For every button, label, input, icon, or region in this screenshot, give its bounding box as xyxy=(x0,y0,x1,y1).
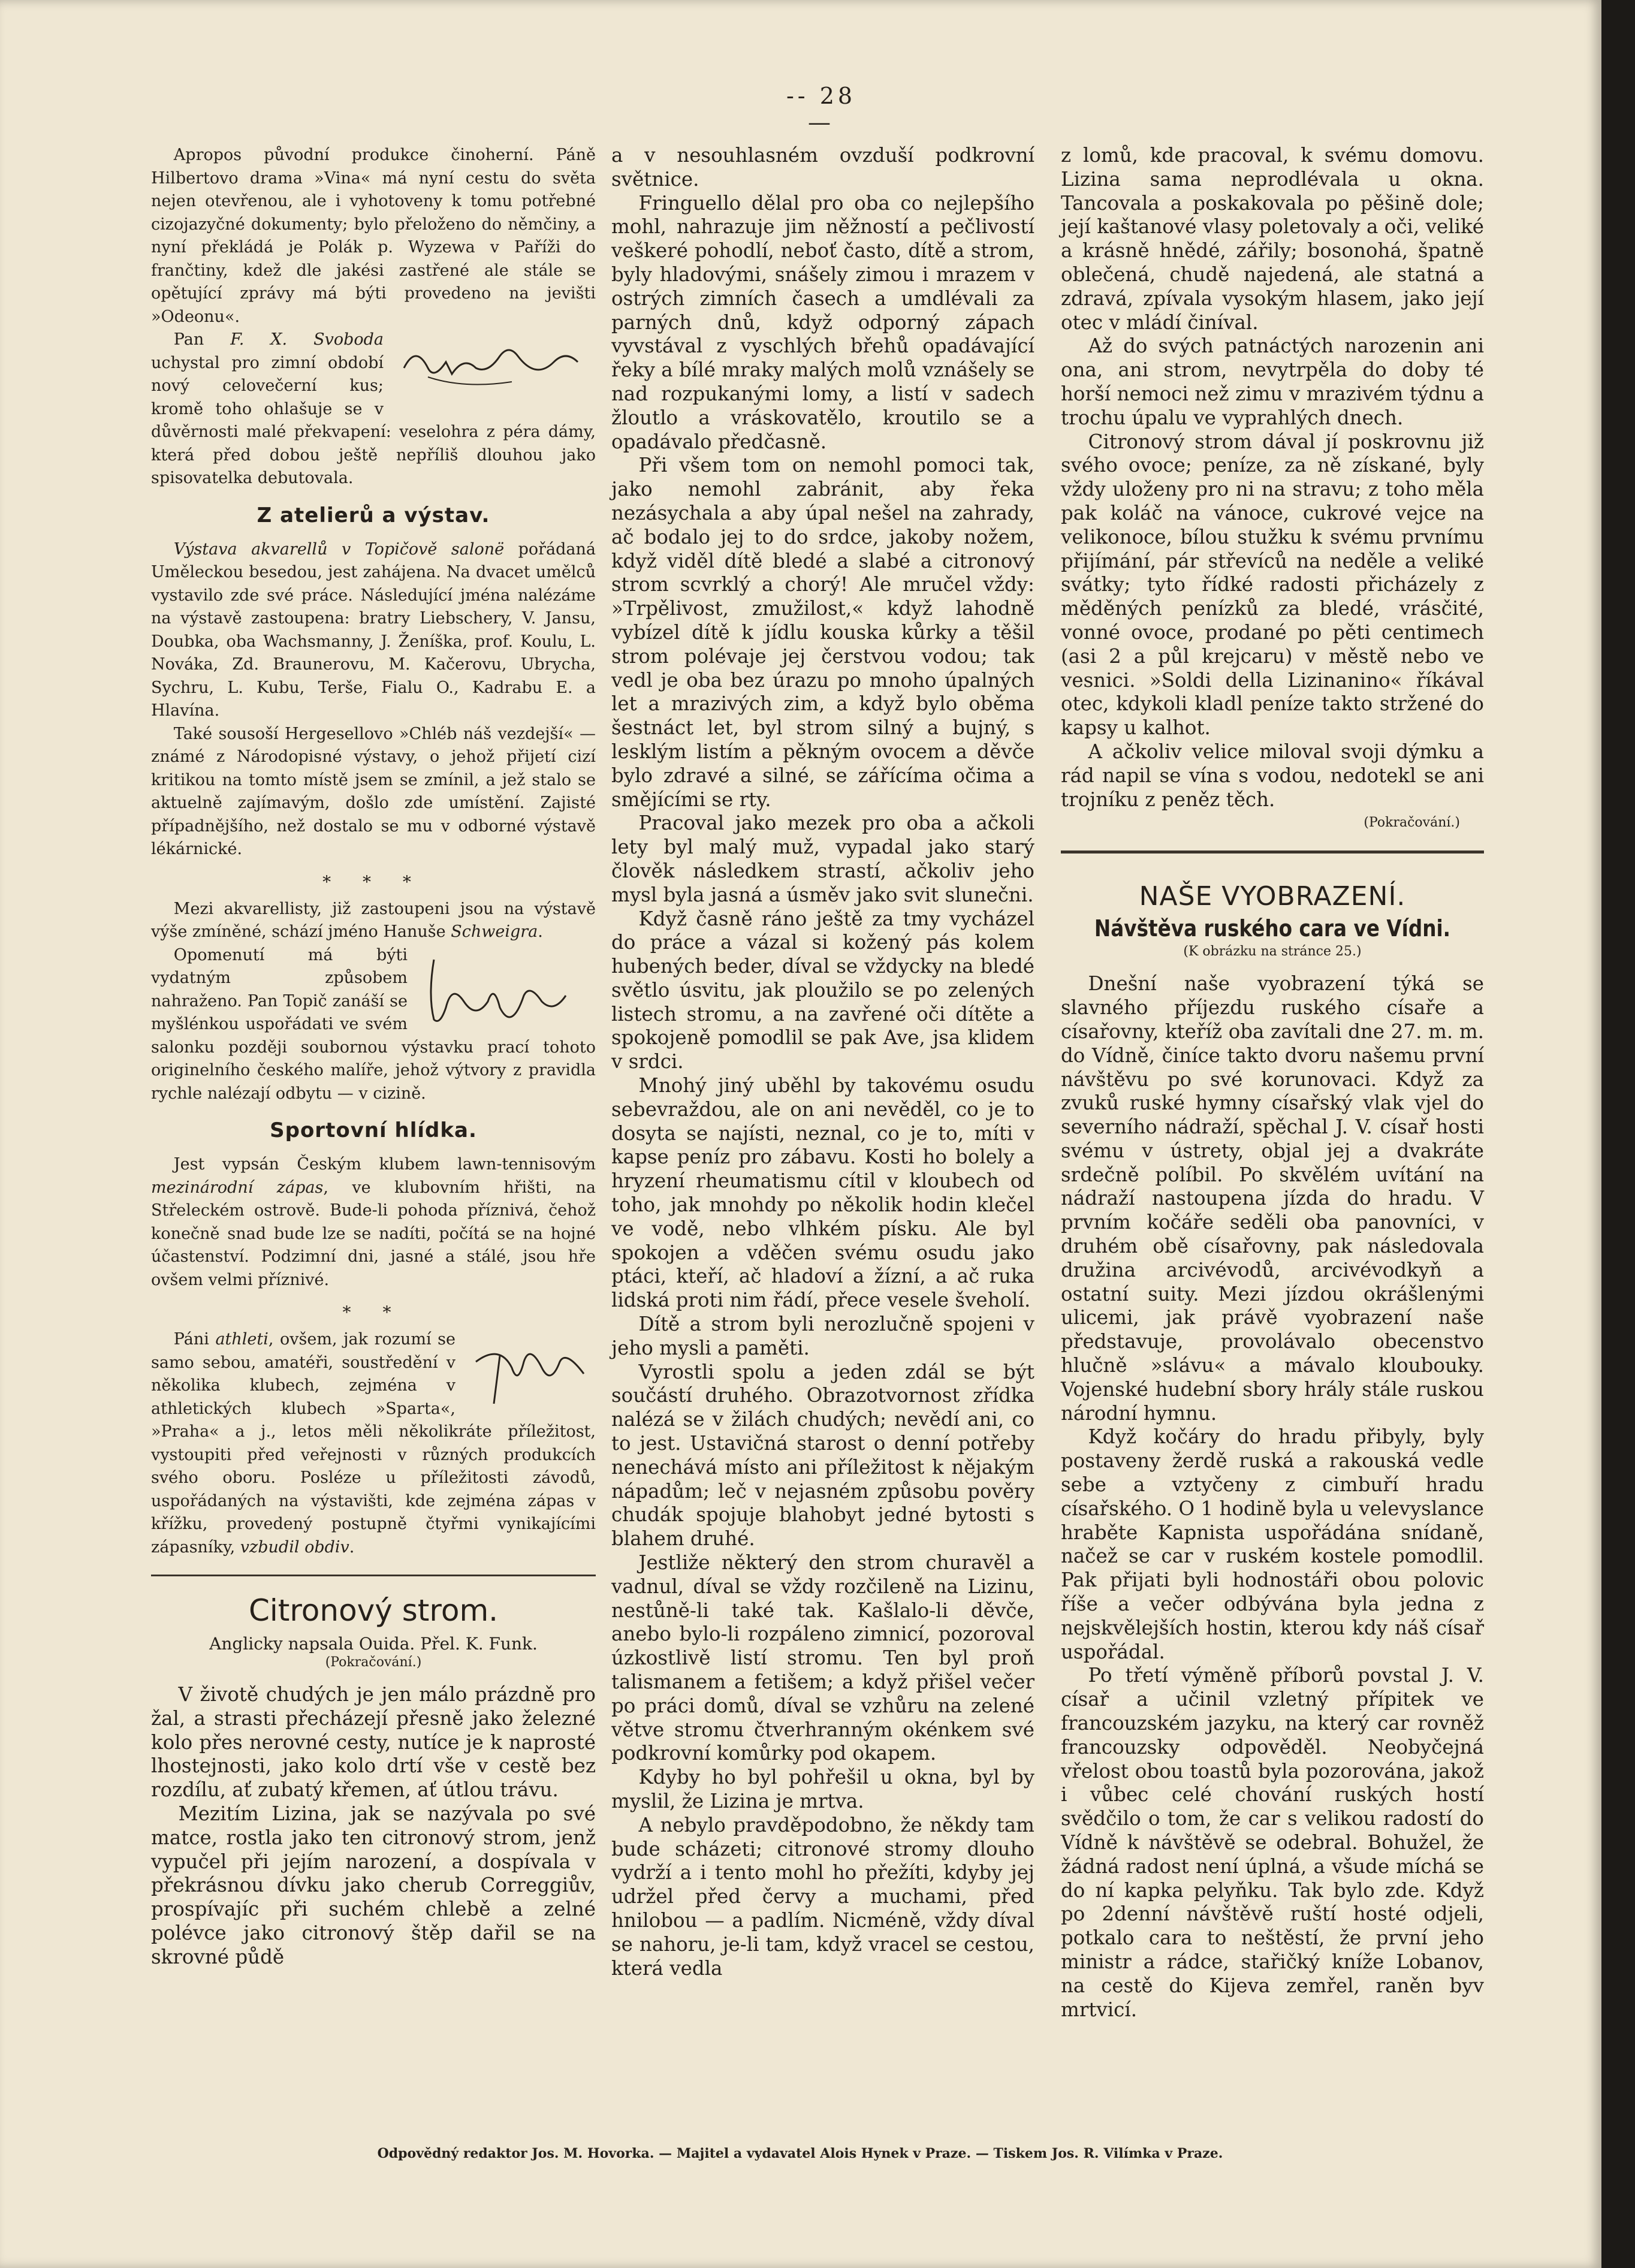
imprint-footer: Odpovědný redaktor Jos. M. Hovorka. — Majitel a vydavatel Alois Hynek v Praze. — Tiskem Jos. R. Vilímka v Praze. xyxy=(377,2146,1223,2161)
paragraph: Apropos původní produkce činoherní. Páně Hilbertovo drama »Vina« má nyní cestu do světa nejen otevřenou, ale i vyhotoveny k tomu potřebné cizojazyčné dokumenty; bylo přeloženo do němčiny, a nyní překládá je Polák p. Wyzewa v Paříži do frančtiny, kdež dle jakési zastřené ale stále se opětující zprávy má býti provedeno na jevišti »Odeonu«. xyxy=(151,146,596,326)
paragraph: Při všem tom on nemohl pomoci tak, jako nemohl zabránit, aby řeka nezásychala a aby úpal nešel na zahrady, ač bodalo jej to do srdce, jakoby nožem, když viděl dítě bledé a slabé a citronový strom scvrklý a chorý! Ale mručel vždy: »Trpělivost, zmužilost,« když lahodně vybízel dítě k jídlu kouska kůrky a těšil strom polévaje jej čerstvou vodou; tak vedl je oba bez úrazu po mnoho úpalných let a mrazivých zim, a když bylo oběma šestnáct let, byl strom silný a bujný, s lesklým listím a pěkným ovocem a děvče bylo zdravé a silné, se zářícíma očima a smějícími se rty. xyxy=(611,454,1034,811)
paragraph: a v nesouhlasném ovzduší podkrovní světnice. xyxy=(611,144,1034,191)
continued-label: (Pokračování.) xyxy=(1363,815,1460,831)
signature-hrnecek xyxy=(464,1332,596,1410)
paragraph: Citronový strom dával jí poskrovnu již svého ovoce; peníze, za ně získané, byly vždy uloženy pro ni na stravu; z toho měla pak koláč na vánoce, cukrové vejce na velikonoce, bílou stužku k svému prvnímu přijímání, pár střevíců na neděle a veliké svátky; tyto řídké radosti přicházely z měděných penízků za bledé, vrásčité, vonné ovoce, prodané po pěti centimech (asi 2 a půl krejcaru) v městě nebo ve vesnici. »Soldi della Lizinanino« říkával otec, kdykoli kladl peníze takto stržené do kapsy u kalhot. xyxy=(1061,430,1484,740)
paragraph: Fringuello dělal pro oba co nejlepšího mohl, nahrazuje jim něžností a pečlivostí veškeré pohodlí, neboť často, dítě a strom, byly hladovými, snášely zimou i mrazem v ostrých zimních časech a umdlévali za parných dnů, když odporný zápach vyvstával z vyschlých břehů opadávající řeky a bílé mraky malých molů vznášely se nad rozpukanými lomy, a listí v sadech žloutlo a vráskovatělo, kroutilo se a opadávalo předčasně. xyxy=(611,191,1034,453)
column-middle xyxy=(611,144,1034,1980)
continued-label: (Pokračování.) xyxy=(325,1655,422,1670)
paragraph: Výstava akvarellů v Topičově salonë pořádaná Uměleckou besedou, jest zahájena. Na dvacet umělců vystavilo zde své práce. Následující jména nalézáme na výstavě zastoupena: bratry Liebschery, V. Jansu, Doubka, oba Wachsmanny, J. Ženíška, prof. Koulu, L. Nováka, Zd. Braunerovu, M. Kačerovu, Ubrycha, Sychru, L. Kubu, Terše, Fialu O., Kadrabu E. a Hlavína. xyxy=(151,539,596,720)
paragraph: Pan F. X. Svoboda uchystal pro zimní období nový celovečerní kus; kromě toho ohlašuje se v důvěrnosti malé překvapení: veselohra z péra dámy, která před dobou ještě nepříliš dlouhou jako spisovatelka debutovala. xyxy=(151,330,596,487)
paragraph: Pracoval jako mezek pro oba a ačkoli lety byl malý muž, vypadal jako starý člověk následkem strastí, ačkoliv jeho mysl byla jasná a úsměv jako svit slunečni. xyxy=(611,812,1034,906)
paragraph: Až do svých patnáctých narozenin ani ona, ani strom, nevytrpěla do doby té horší nemoci než zimu v mrazivém týdnu a trochu úpalu ve vyprahlých dnech. xyxy=(1061,334,1484,429)
paragraph: Mezitím Lizina, jak se nazývala po své matce, rostla jako ten citronový strom, jenž vypučel při jejím narození, a dospívala v překrásnou dívku jako cherub Correggiův, prospívajíc při suchém chlebě a zelné polévce jako citronový štěp dařil se na skrovné půdě xyxy=(151,1802,596,1968)
divider xyxy=(151,1575,596,1576)
paragraph: Jest vypsán Českým klubem lawn-tennisovým mezinárodní zápas, ve klubovním hřišti, na Střeleckém ostrově. Bude-li pohoda příznivá, čehož konečně snad bude lze se nadíti, počítá se na hojné účastenství. Podzimní dni, jasné a stálé, jsou hře ovšem velmi příznivé. xyxy=(151,1155,596,1289)
paragraph: Také sousoší Hergesellovo »Chléb náš vezdejší« — známé z Národopisné výstavy, o jehož přijetí cizí kritikou na tomto místě jsem se zmínil, a jež stalo se aktuelně zajímavým, došlo zde umístění. Zajisté případnějšího, než dostalo se mu v odborné výstavě lékárnické. xyxy=(151,724,596,858)
paragraph: A ačkoliv velice miloval svoji dýmku a rád napil se vína s vodou, nedotekl se ani trojníku z peněz těch. xyxy=(1061,740,1484,811)
article-title: Návštěva ruského cara ve Vídni. xyxy=(1094,915,1451,942)
paragraph: Jestliže některý den strom churavěl a vadnul, díval se vždy rozčileně na Lizinu, nestůně-li také tak. Kašlalo-li děvče, anebo bylo-li rozpáleno zimnicí, pozoroval úzkostlivě listí stromu. Ten byl proň talismanem a fetišem; a když přišel večer po práci domů, díval se vzhůru na zelené větve stromu čtverhranným okénkem své podkrovní komůrky pod okapem. xyxy=(611,1551,1034,1765)
paragraph: Dítě a strom byli nerozlučně spojeni v jeho mysli a paměti. xyxy=(611,1313,1034,1359)
page-number: -- 28 — xyxy=(786,83,856,135)
section-title-nase-vyobrazeni: NAŠE VYOBRAZENÍ. xyxy=(1139,881,1406,912)
paragraph: A nebylo pravděpodobno, že někdy tam bude scházeti; citronové stromy dlouho vydrží a i tento mohl ho přežíti, kdyby jej udržel před červy a muchami, před hnilobou — a padlím. Nicméně, vždy díval se nahoru, je-li tam, když vracel se cestou, která vedla xyxy=(611,1813,1034,1980)
article-note: (K obrázku na stránce 25.) xyxy=(1183,944,1362,960)
section-title-ateliers: Z atelierů a výstav. xyxy=(257,503,490,527)
asterism: * * xyxy=(342,1302,405,1322)
paragraph: Když časně ráno ještě za tmy vycházel do práce a vázal si kožený pás kolem hubených beder, díval se vždycky na bledé světlo úsvitu, jak ploužilo se po zelených listech stromu, a na zavřené oči dítěte a spokojeně pomodlil se pak Ave, jsa klidem v srdci. xyxy=(611,907,1034,1073)
paragraph: Mnohý jiný uběhl by takovému osudu sebevraždou, ale on ani nevěděl, co je to dosyta se najísti, neznal, co je to, míti v kapse peníz pro zábavu. Kosti ho bolely a hryzení rheumatismu cítil v kloubech od toho, jak mnohdy po několik hodin klečel ve vodě, nebo vlhkém písku. Ale byl spokojen a vděčen svému osudu jako ptáci, kteří, ač hladoví a žízní, a ač ruka lidská proti nim řádí, přece vesele šveholí. xyxy=(611,1074,1034,1312)
paragraph: Dnešní naše vyobrazení týká se slavného příjezdu ruského císaře a císařovny, kteříž oba zavítali dne 27. m. m. do Vídně, činíce takto dvoru našemu první návštěvu po své korunovaci. Když za zvuků ruské hymny císařský vlak vjel do severního nádraží, spěchal J. V. císař hosti svému v ústrety, objal jej a dvakráte srdečně políbil. Po skvělém uvítání na nádraží nastoupena jízda do hradu. V prvním kočáře seděli oba panovníci, v druhém obě císařovny, pak následovala družina arcivévodů, arcivévodkyň a ostatní suity. Mezi jízdou okrášlenými ulicemi, jak právě vyobrazení naše představuje, provolávalo obecenstvo hlučně »slávu« a mávalo kloubouky. Vojenské hudební sbory hrály stále ruskou národní hymnu. xyxy=(1061,972,1484,1425)
paragraph: Když kočáry do hradu přibyly, byly postaveny žerdě ruská a rakouská vedle sebe a vztyčeny z cimbuří hradu císařského. O 1 hodině byla u velevyslance hraběte Kapnista uspořádána snídaně, načež se car v ruském kostele pomodlil. Pak přijati byli hodnostáři obou polovic říše a večer odbývána byla jedna z nejskvělejších hostin, kterou kdy náš císař uspořádal. xyxy=(1061,1425,1484,1663)
paragraph: V životě chudých je jen málo prázdně pro žal, a strasti přecházejí přesně jako železné kolo přes nerovné cesty, nutíce je k naprosté lhostejnosti, jako kolo drtí vše v cestě bez rozdílu, ať zubatý křemen, ať útlou trávu. xyxy=(151,1683,596,1802)
paragraph: z lomů, kde pracoval, k svému domovu. Lizina sama neprodlévala u okna. Tancovala a poskakovala po pěšině dole; její kaštanové vlasy poletovaly a oči, veliké a krásně hnědé, zářily; bosonohá, špatně oblečená, chudě najedená, ale statná a zdravá, zpívala vysokým hlasem, jako její otec v mládí činíval. xyxy=(1061,144,1484,334)
paragraph: Kdyby ho byl pohřešil u okna, byl by myslil, že Lizina je mrtva. xyxy=(611,1766,1034,1812)
paragraph: Páni athleti, ovšem, jak rozumí se samo sebou, amatéři, soustředění v několika klubech, zejména v athletických klubech »Sparta«, »Praha« a j., letos měli několikráte příležitost, vystoupiti před veřejnosti v různých produkcích svého oboru. Posléze u příležitosti závodů, uspořádaných na výstavišti, kde zejména zápas v křížku, provedený postupně čtyřmi vynikajícími zápasníky, vzbudil obdiv. xyxy=(151,1330,596,1557)
paragraph: Opomenutí má býti vydatným způsobem nahraženo. Pan Topič zanáší se myšlénkou uspořádati ve svém salonku později soubornou výstavku prací tohoto originelního českého malíře, jehož výtvory z pravidla rychle nalézají odbytu — v cizině. xyxy=(151,945,596,1103)
signature-kazimir xyxy=(392,332,596,398)
column-right xyxy=(1061,144,1484,2022)
divider xyxy=(1061,850,1484,853)
paragraph: Po třetí výměně příborů povstal J. V. císař a učinil vzletný přípitek ve francouzském jazyku, na který car rovněž francouzsky odpověděl. Neobyčejná vřelost obou toastů byla pozorována, jakož i vůbec celé chování ruských hostí svědčilo o tom, že car s velikou radostí do Vídně k návštěvě se odebral. Bohužel, že žádná radost není úplná, a všude míchá se do ní kapka pelyňku. Tak bylo zde. Když po 2denní návštěvě ruští hosté odjeli, potkalo cara to neštěstí, že první jeho ministr a rádce, stařičký kníže Lobanov, na cestě do Kijeva zemřel, raněn byv mrtvicí. xyxy=(1061,1664,1484,2021)
signature-jan-sitka xyxy=(416,948,596,1032)
paragraph: Mezi akvarellisty, již zastoupeni jsou na výstavě výše zmíněné, schází jméno Hanuše Schweigra. xyxy=(151,899,596,941)
section-title-sports: Sportovní hlídka. xyxy=(270,1118,477,1142)
story-title: Citronový strom. xyxy=(248,1593,499,1628)
story-byline: Anglicky napsala Ouida. Přel. K. Funk. xyxy=(209,1634,538,1654)
paragraph: Vyrostli spolu a jeden zdál se být součástí druhého. Obrazotvornost zřídka nalézá se v žilách chudých; nevědí ani, co to jest. Ustavičná starost o denní potřeby nenechává místo ani příležitost k nějakým nápadům; leč v nejasném způsobu pověry chudák spojuje blahobyt jedné bytosti s blahem druhé. xyxy=(611,1360,1034,1551)
asterism: * * * xyxy=(322,871,424,892)
column-left xyxy=(151,144,596,1970)
